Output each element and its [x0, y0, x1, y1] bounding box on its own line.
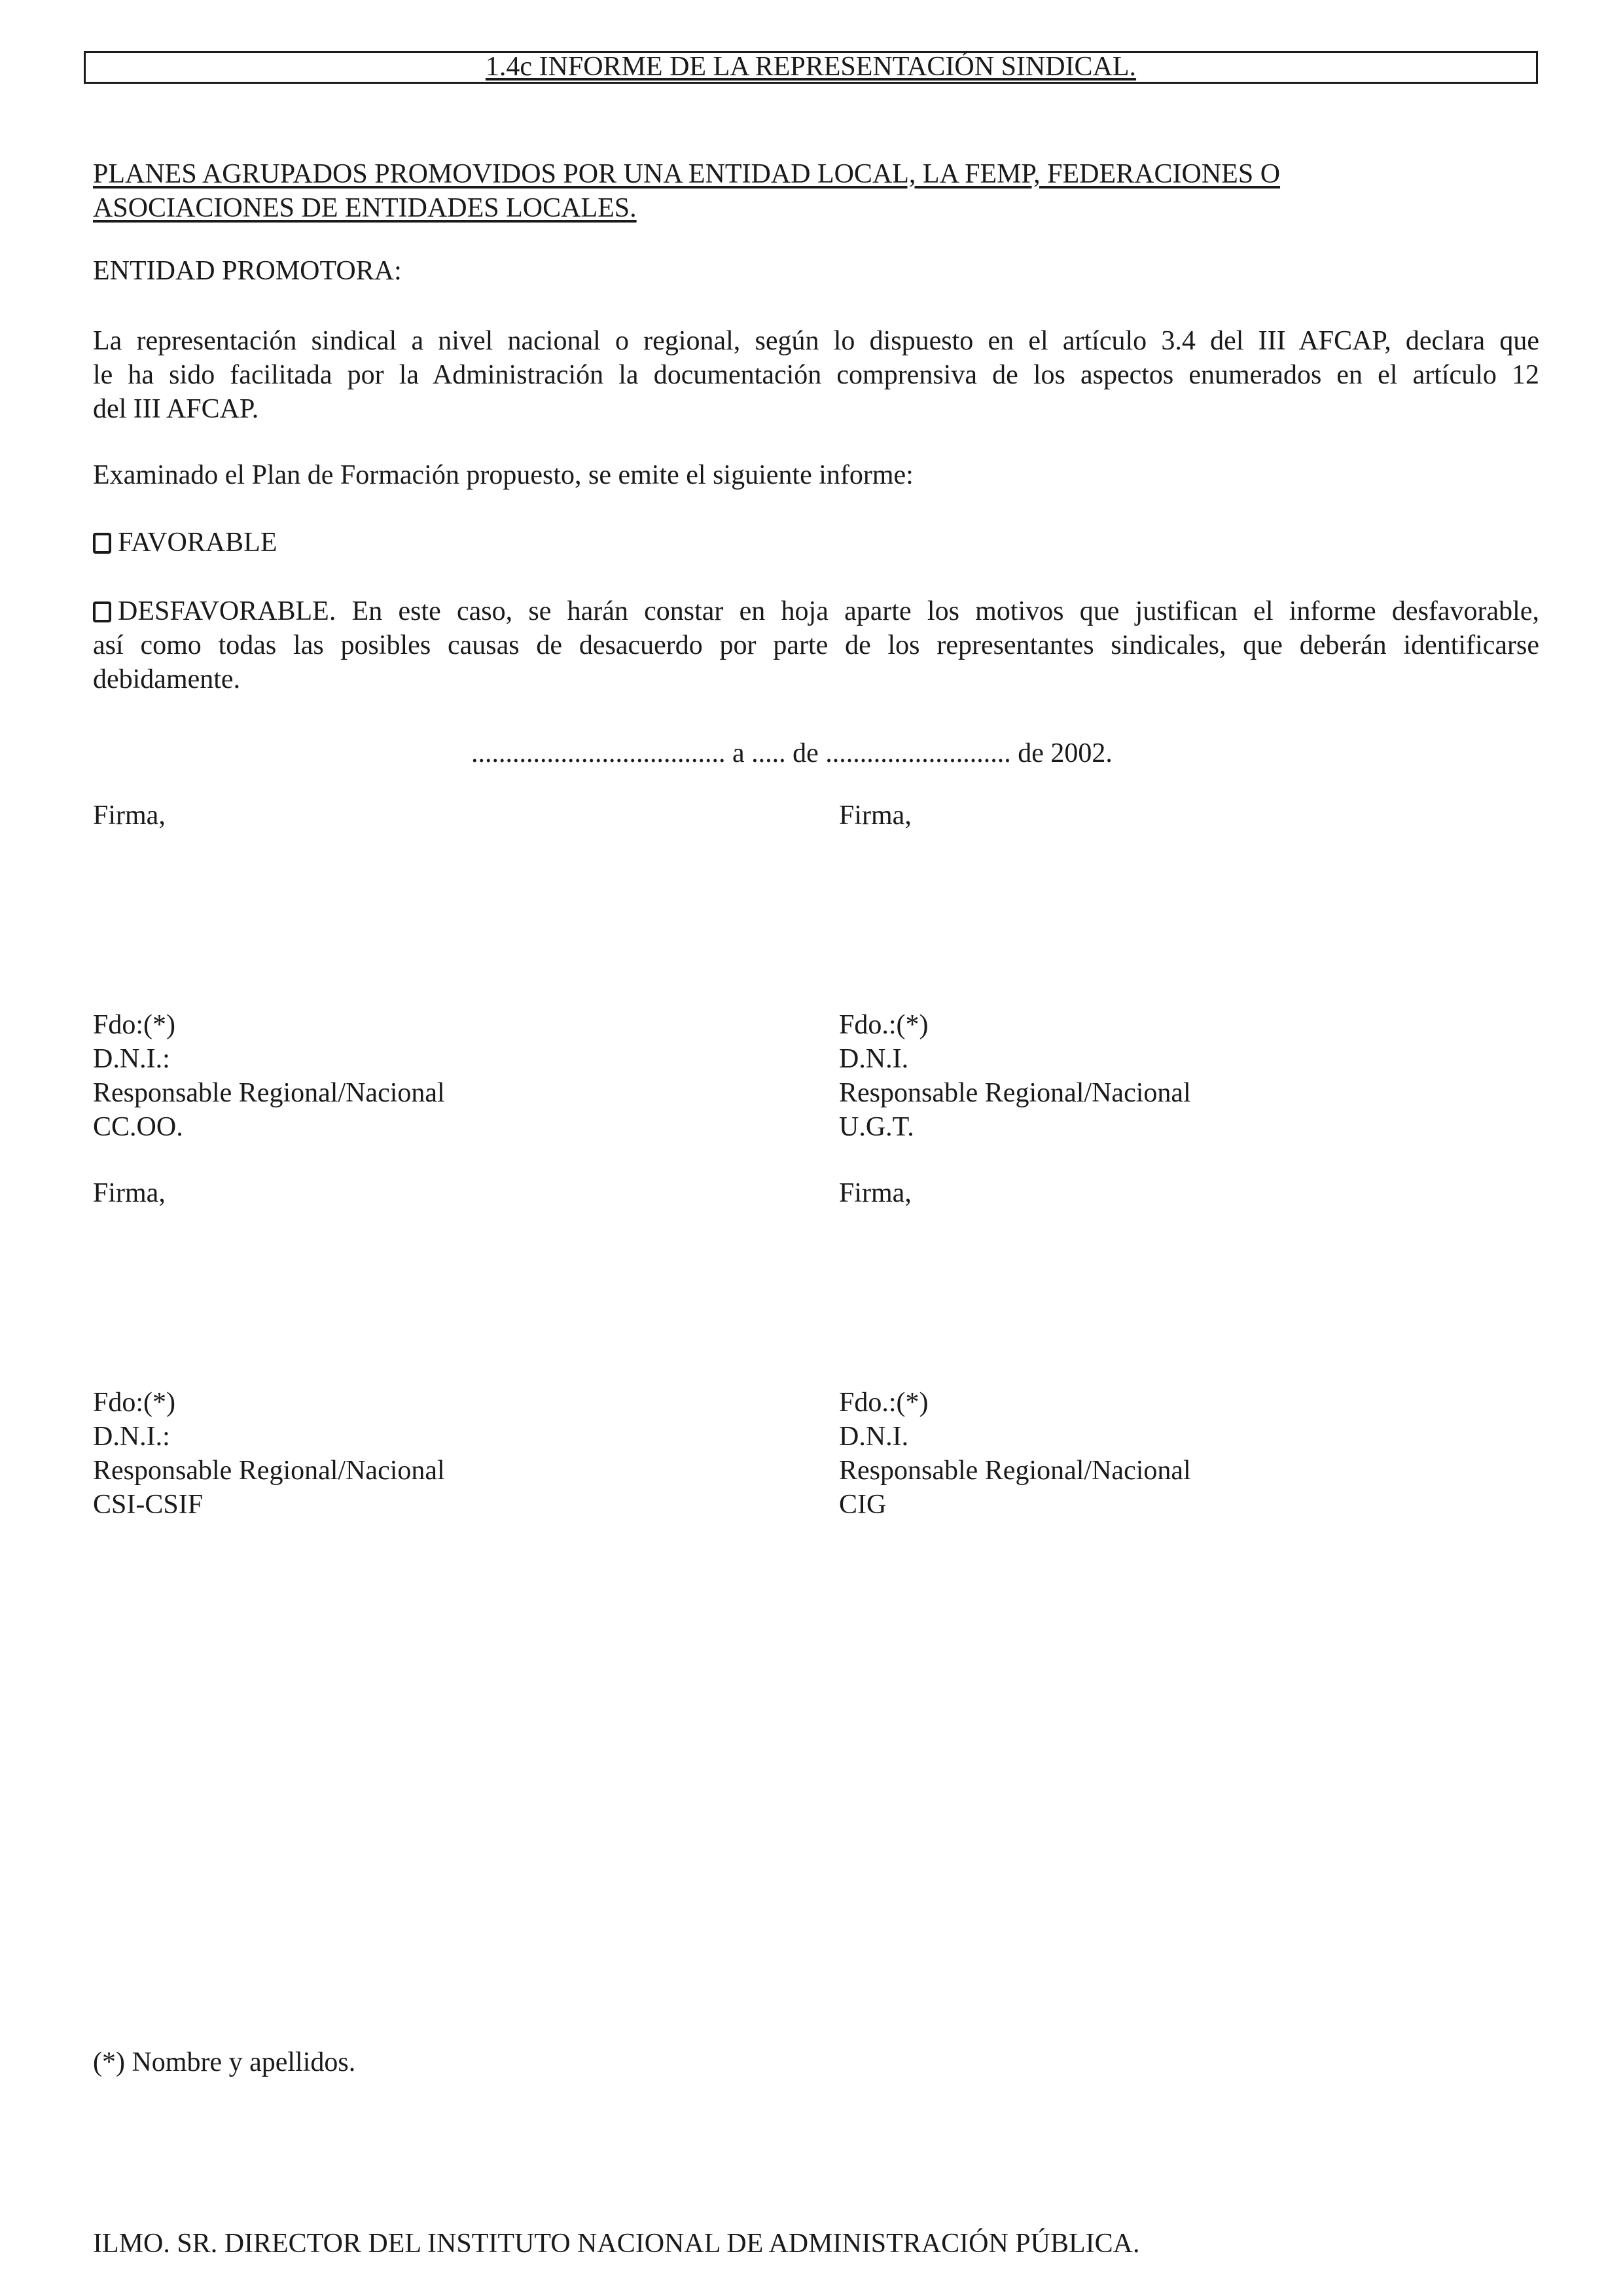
plans-heading-line-1: PLANES AGRUPADOS PROMOVIDOS POR UNA ENTIDAD LOCAL, LA FEMP, FEDERACIONES O — [93, 159, 1281, 189]
signature-block-cig — [839, 1386, 1428, 1522]
csif-dni: D.N.I.: — [93, 1422, 170, 1452]
desfavorable-checkbox-icon[interactable] — [93, 601, 111, 622]
desfavorable-line-3: debidamente. — [93, 664, 241, 694]
ugt-dni: D.N.I. — [839, 1044, 909, 1074]
addressee: ILMO. SR. DIRECTOR DEL INSTITUTO NACIONAL DE ADMINISTRACIÓN PÚBLICA. — [93, 2229, 1140, 2259]
firma-label-cig: Firma, — [839, 1178, 912, 1208]
cig-dni: D.N.I. — [839, 1422, 909, 1452]
ccoo-union: CC.OO. — [93, 1112, 183, 1142]
favorable-checkbox-icon[interactable] — [93, 533, 111, 554]
csif-fdo: Fdo:(*) — [93, 1388, 175, 1418]
ccoo-role: Responsable Regional/Nacional — [93, 1078, 445, 1108]
footnote: (*) Nombre y apellidos. — [93, 2047, 356, 2077]
ugt-union: U.G.T. — [839, 1112, 914, 1142]
csif-role: Responsable Regional/Nacional — [93, 1456, 445, 1486]
firma-label-ugt: Firma, — [839, 800, 912, 831]
declaration-line-2: le ha sido facilitada por la Administración la documentación comprensiva de los aspectos enumerados en el artículo 12 — [93, 360, 1539, 390]
option-favorable[interactable] — [93, 526, 1539, 560]
entidad-promotora-label: ENTIDAD PROMOTORA: — [93, 256, 402, 286]
signature-block-ccoo — [93, 1008, 682, 1144]
ccoo-fdo: Fdo:(*) — [93, 1010, 175, 1040]
document-title: 1.4c INFORME DE LA REPRESENTACIÓN SINDICAL. — [485, 52, 1137, 82]
examined-paragraph: Examinado el Plan de Formación propuesto, se emite el siguiente informe: — [93, 460, 914, 490]
ccoo-dni: D.N.I.: — [93, 1044, 170, 1074]
signature-block-csif — [93, 1386, 682, 1522]
desfavorable-text-1: DESFAVORABLE. En este caso, se harán constar en hoja aparte los motivos que justifican el informe desfavorable, — [118, 596, 1539, 626]
plans-heading-line-2: ASOCIACIONES DE ENTIDADES LOCALES. — [93, 193, 637, 223]
plans-heading — [93, 157, 1533, 225]
declaration-paragraph — [93, 324, 1539, 426]
declaration-line-1: La representación sindical a nivel nacional o regional, según lo dispuesto en el artículo 3.4 del III AFCAP, declara que — [93, 326, 1539, 356]
ugt-fdo: Fdo.:(*) — [839, 1010, 929, 1040]
csif-union: CSI-CSIF — [93, 1490, 204, 1520]
signature-block-ugt — [839, 1008, 1428, 1144]
favorable-label: FAVORABLE — [118, 528, 277, 558]
date-line: ..................................... a ..... de ........................... de 2002. — [471, 738, 1113, 768]
declaration-line-3: del III AFCAP. — [93, 394, 259, 424]
ugt-role: Responsable Regional/Nacional — [839, 1078, 1191, 1108]
desfavorable-line-2: así como todas las posibles causas de desacuerdo por parte de los representantes sindicales, que deberán identificarse — [93, 630, 1539, 660]
document-title-box — [84, 51, 1538, 84]
cig-role: Responsable Regional/Nacional — [839, 1456, 1191, 1486]
option-desfavorable[interactable] — [93, 594, 1539, 696]
desfavorable-line-1 — [93, 594, 1539, 628]
cig-union: CIG — [839, 1490, 887, 1520]
firma-label-csif: Firma, — [93, 1178, 166, 1208]
firma-label-ccoo: Firma, — [93, 800, 166, 831]
cig-fdo: Fdo.:(*) — [839, 1388, 929, 1418]
